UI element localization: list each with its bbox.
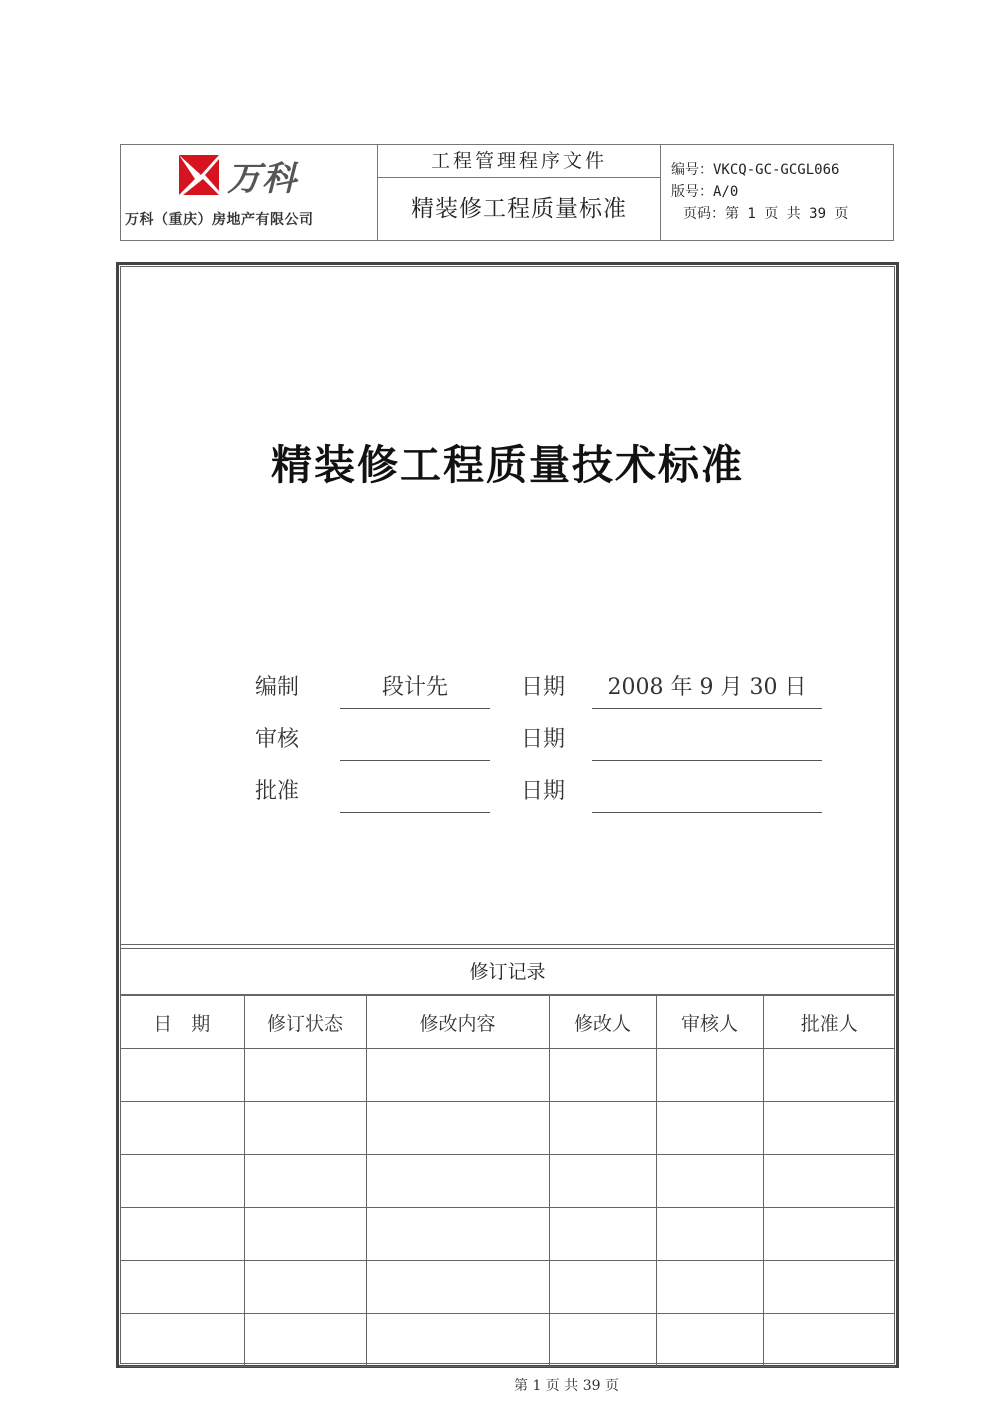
doc-page-code: 页码：第 1 页 共 39 页 xyxy=(683,206,849,222)
date-label: 日期 xyxy=(521,675,566,700)
table-row xyxy=(120,1314,895,1367)
table-row xyxy=(120,1155,895,1208)
col-reviewer: 审核人 xyxy=(656,996,763,1049)
document-header xyxy=(120,144,894,241)
revision-header-row xyxy=(120,996,895,1049)
doc-number: 编号：VKCQ-GC-GCGL066 xyxy=(671,162,840,178)
vanke-logo-icon xyxy=(177,153,221,197)
date-label: 日期 xyxy=(521,779,566,804)
col-status: 修订状态 xyxy=(244,996,366,1049)
col-modifier: 修改人 xyxy=(549,996,656,1049)
date-label: 日期 xyxy=(521,727,566,752)
date-line xyxy=(592,812,822,813)
doc-meta xyxy=(671,159,848,225)
sig-line xyxy=(340,812,490,813)
col-content: 修改内容 xyxy=(366,996,549,1049)
doc-version: 版号：A/0 xyxy=(671,184,739,200)
table-row xyxy=(120,1049,895,1102)
doc-name: 精装修工程质量标准 xyxy=(411,196,627,222)
sig-label-reviewed: 审核 xyxy=(255,727,300,752)
company-name: 万科（重庆）房地产有限公司 xyxy=(125,212,314,228)
page-footer: 第 1 页 共 39 页 xyxy=(514,1378,619,1394)
date-line xyxy=(592,708,822,709)
table-row xyxy=(120,1208,895,1261)
sig-line xyxy=(340,708,490,709)
sig-line xyxy=(340,760,490,761)
sig-label-approved: 批准 xyxy=(255,779,300,804)
revision-title: 修订记录 xyxy=(120,949,895,995)
date-line xyxy=(592,760,822,761)
col-approver: 批准人 xyxy=(763,996,895,1049)
table-row xyxy=(120,1102,895,1155)
date-value-prepared: 2008 年 9 月 30 日 xyxy=(607,675,807,700)
logo-text: 万科 xyxy=(227,159,297,199)
header-divider xyxy=(660,145,661,240)
doc-type: 工程管理程序文件 xyxy=(378,145,660,178)
revision-table xyxy=(120,995,895,1367)
logo-cell xyxy=(121,145,377,240)
col-date: 日 期 xyxy=(120,996,244,1049)
table-row xyxy=(120,1261,895,1314)
main-title: 精装修工程质量技术标准 xyxy=(271,441,744,489)
sig-label-prepared: 编制 xyxy=(255,675,300,700)
sig-value-prepared: 段计先 xyxy=(381,675,448,700)
